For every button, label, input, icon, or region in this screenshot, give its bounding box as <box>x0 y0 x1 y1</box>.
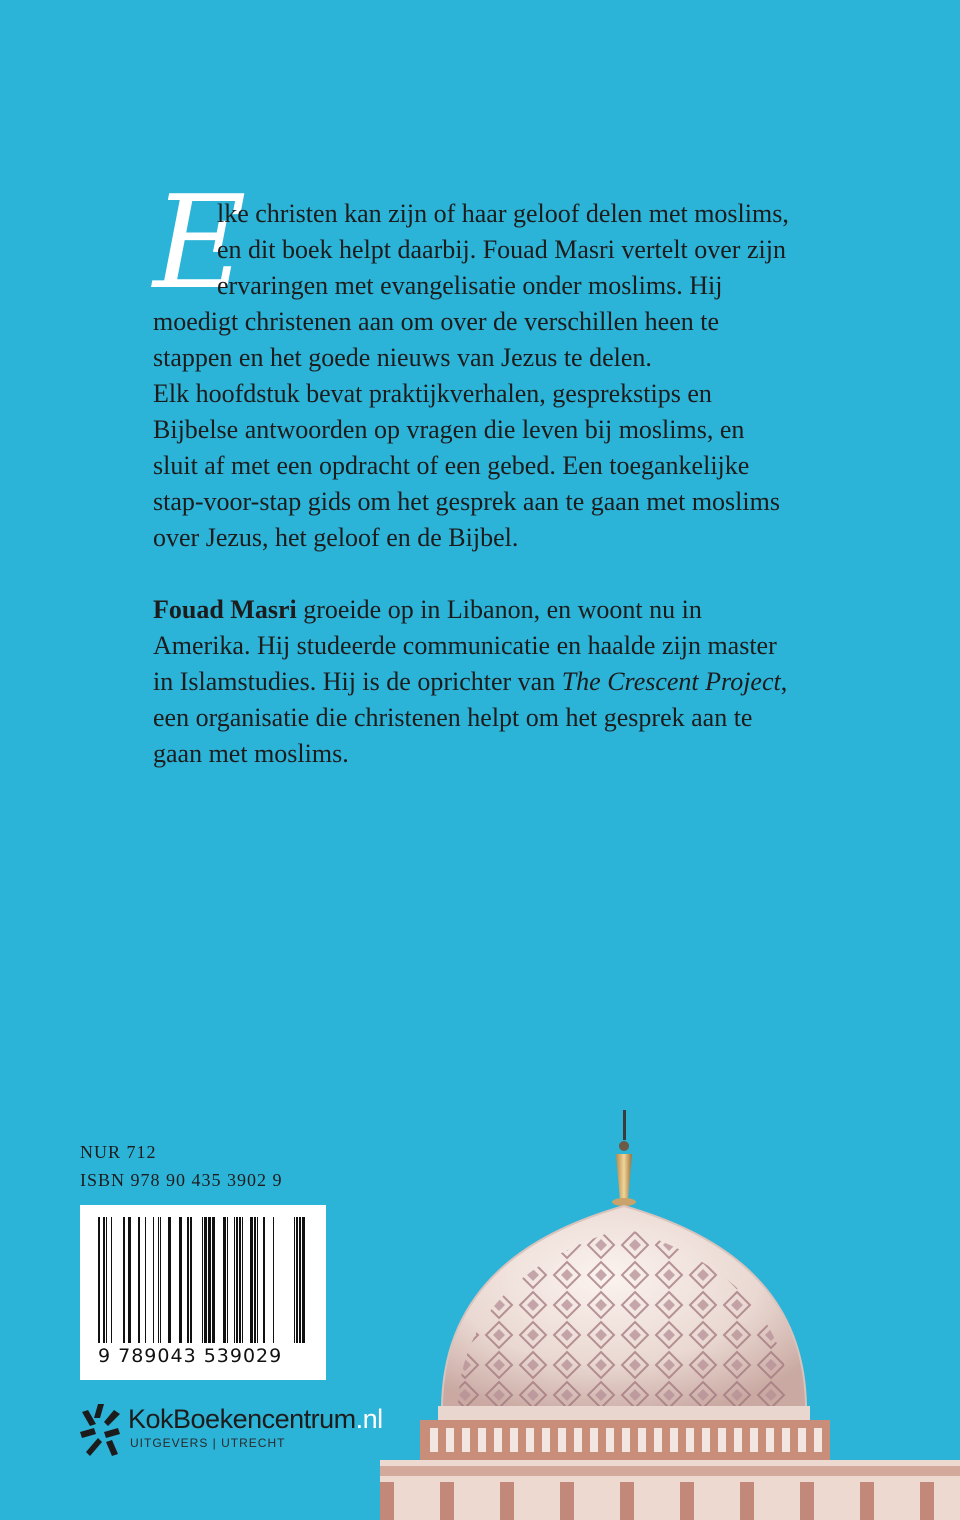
author-name: Fouad Masri <box>153 595 297 624</box>
publisher-name: KokBoekencentrum.nl <box>128 1404 383 1434</box>
author-bio <box>153 592 793 772</box>
back-cover-text <box>153 169 793 772</box>
intro-text: lke christen kan zijn of haar geloof delen met moslims, en dit boek helpt daarbij. Fouad Masri vertelt over zijn ervaringen met evangelisatie onder moslims. Hij moedigt christenen aan om over de verschillen heen te stappen en het goede nieuws van Jezus te delen. <box>153 199 789 372</box>
barcode-bars <box>98 1217 308 1343</box>
mosque-dome-image <box>380 1110 960 1520</box>
intro-paragraph <box>153 169 793 376</box>
nur-code: NUR 712 <box>80 1142 157 1162</box>
book-codes <box>80 1138 283 1194</box>
isbn-code: ISBN 978 90 435 3902 9 <box>80 1170 283 1190</box>
author-bio-text-2: , een organisatie die christenen helpt om het gesprek aan te gaan met moslims. <box>153 667 788 768</box>
summary-paragraph: Elk hoofdstuk bevat praktijkverhalen, gesprekstips en Bijbelse antwoorden op vragen die leven bij moslims, en sluit af met een opdracht of een gebed. Een toegankelijke stap-voor-stap gids om het gesprek aan te gaan met moslims over Jezus, het geloof en de Bijbel. <box>153 379 780 552</box>
barcode <box>80 1205 326 1380</box>
publisher-subline: UITGEVERS | UTRECHT <box>130 1436 286 1450</box>
organization-name: The Crescent Project <box>561 667 781 696</box>
barcode-digits: 9 789043 539029 <box>98 1345 283 1367</box>
publisher-logo <box>78 1402 418 1462</box>
dropcap-letter: E <box>153 169 247 318</box>
author-bio-text-1: groeide op in Libanon, en woont nu in Amerika. Hij studeerde communicatie en haalde zijn master in Islamstudies. Hij is de oprichter van <box>153 595 777 696</box>
publisher-mark-icon <box>78 1402 122 1460</box>
